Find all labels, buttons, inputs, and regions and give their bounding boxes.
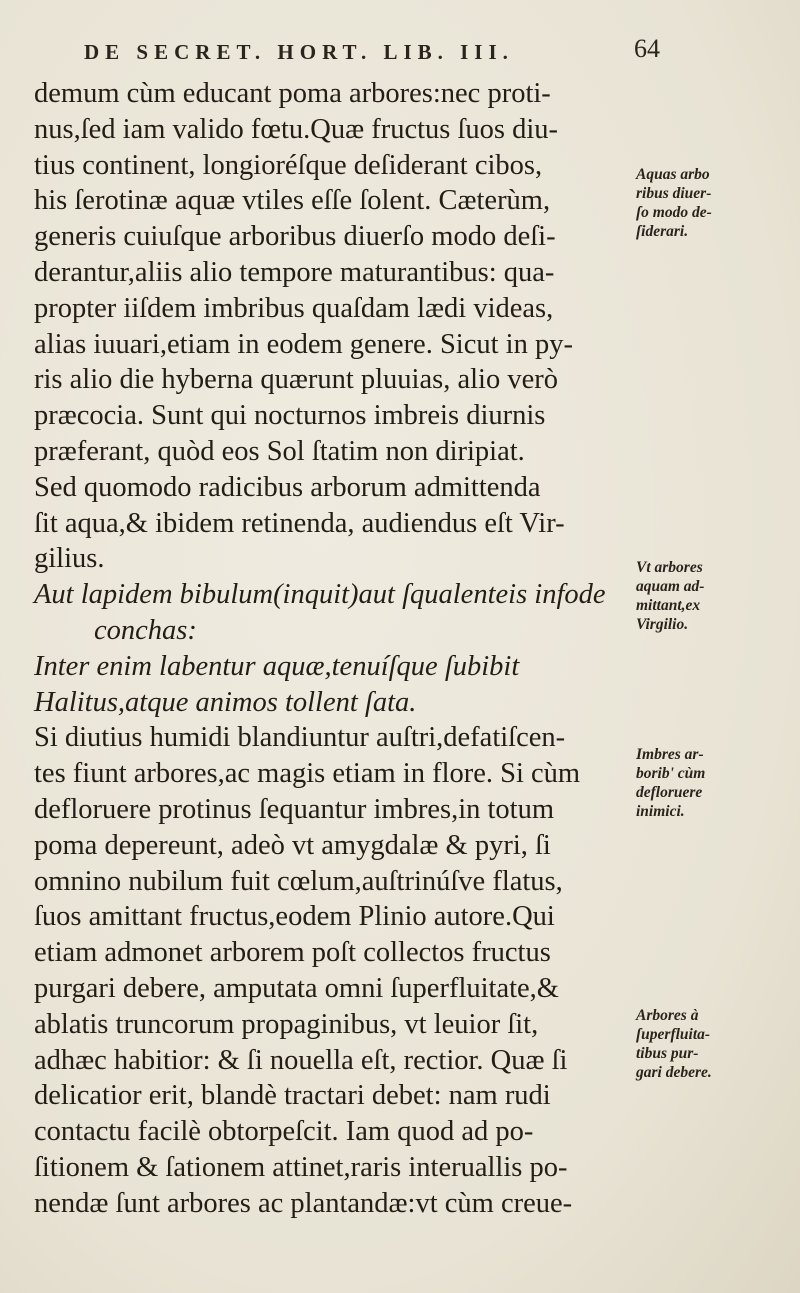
verse-line: Inter enim labentur aquæ,tenuíſque ſubibit bbox=[34, 650, 520, 682]
running-title: DE SECRET. HORT. LIB. III. bbox=[84, 40, 514, 64]
margin-note-line: gari debere. bbox=[636, 1064, 712, 1081]
text-line: defloruere protinus ſequantur imbres,in totum bbox=[34, 793, 554, 825]
margin-note-line: inimici. bbox=[636, 803, 685, 820]
text-line: contactu facilè obtorpeſcit. Iam quod ad po- bbox=[34, 1116, 534, 1148]
text-line: nus,ſed iam valido fœtu.Quæ fructus ſuos diu- bbox=[34, 113, 559, 145]
text-line: Si diutius humidi blandiuntur auſtri,defatiſcen- bbox=[34, 722, 566, 754]
text-line: ris alio die hyberna quærunt pluuias, alio verò bbox=[34, 364, 558, 396]
page-number: 64 bbox=[634, 34, 660, 63]
text-line: derantur,aliis alio tempore maturantibus: qua- bbox=[34, 256, 555, 288]
margin-note-line: aquam ad- bbox=[636, 578, 705, 595]
text-line: delicatior erit, blandè tractari debet: nam rudi bbox=[34, 1080, 551, 1112]
margin-note-line: ſo modo de- bbox=[636, 204, 712, 221]
margin-note bbox=[636, 745, 786, 821]
verse-line: Halitus,atque animos tollent ſata. bbox=[34, 686, 417, 718]
margin-note bbox=[636, 558, 786, 634]
text-line: alias iuuari,etiam in eodem genere. Sicut in py- bbox=[34, 328, 573, 360]
text-line: Sed quomodo radicibus arborum admittenda bbox=[34, 471, 541, 503]
text-line: etiam admonet arborem poſt collectos fructus bbox=[34, 937, 551, 969]
margin-note-line: ſiderari. bbox=[636, 223, 689, 240]
verse-line: Aut lapidem bibulum(inquit)aut ſqualenteis infode bbox=[34, 579, 606, 611]
main-text-block bbox=[34, 76, 634, 1222]
text-line: præferant, quòd eos Sol ſtatim non diripiat. bbox=[34, 435, 525, 467]
text-line: omnino nubilum fuit cœlum,auſtrinúſve flatus, bbox=[34, 865, 563, 897]
verse-line: conchas: bbox=[94, 614, 197, 646]
text-line: demum cùm educant poma arbores:nec proti- bbox=[34, 78, 551, 109]
text-line: gilius. bbox=[34, 543, 105, 575]
text-line: ablatis truncorum propaginibus, vt leuior ſit, bbox=[34, 1008, 539, 1040]
text-line: nendæ ſunt arbores ac plantandæ:vt cùm creue- bbox=[34, 1187, 573, 1219]
margin-note-line: ribus diuer- bbox=[636, 185, 712, 202]
margin-note-line: borib' cùm bbox=[636, 765, 706, 782]
margin-note-line: tibus pur- bbox=[636, 1045, 699, 1062]
text-line: purgari debere, amputata omni ſuperfluitate,& bbox=[34, 972, 559, 1004]
text-line: tius continent, longioréſque deſiderant cibos, bbox=[34, 149, 543, 181]
text-line: propter iiſdem imbribus quaſdam lædi videas, bbox=[34, 292, 554, 324]
text-line: adhæc habitior: & ſi nouella eſt, rectior. Quæ ſi bbox=[34, 1044, 568, 1076]
margin-note-line: Vt arbores bbox=[636, 559, 703, 576]
margin-note-line: ſuperfluita- bbox=[636, 1026, 711, 1043]
margin-note-line: Imbres ar- bbox=[636, 746, 704, 763]
margin-note bbox=[636, 165, 786, 241]
margin-note-line: Aquas arbo bbox=[636, 166, 710, 183]
text-line: his ſerotinæ aquæ vtiles eſſe ſolent. Cæterùm, bbox=[34, 185, 551, 217]
text-line: ſuos amittant fructus,eodem Plinio autore.Qui bbox=[34, 901, 555, 933]
margin-note bbox=[636, 1006, 786, 1082]
text-line: ſitionem & ſationem attinet,raris interuallis po- bbox=[34, 1151, 568, 1183]
margin-note-line: mittant,ex bbox=[636, 597, 701, 614]
margin-note-line: defloruere bbox=[636, 784, 703, 801]
text-line: poma depereunt, adeò vt amygdalæ & pyri, ſi bbox=[34, 829, 551, 861]
text-line: præcocia. Sunt qui nocturnos imbreis diurnis bbox=[34, 400, 546, 432]
text-line: ſit aqua,& ibidem retinenda, audiendus eſt Vir- bbox=[34, 507, 565, 539]
margin-note-line: Virgilio. bbox=[636, 616, 689, 633]
text-line: generis cuiuſque arboribus diuerſo modo deſi- bbox=[34, 221, 556, 253]
text-line: tes fiunt arbores,ac magis etiam in flore. Si cùm bbox=[34, 758, 581, 790]
margin-note-line: Arbores à bbox=[636, 1007, 699, 1024]
running-header bbox=[84, 34, 744, 74]
